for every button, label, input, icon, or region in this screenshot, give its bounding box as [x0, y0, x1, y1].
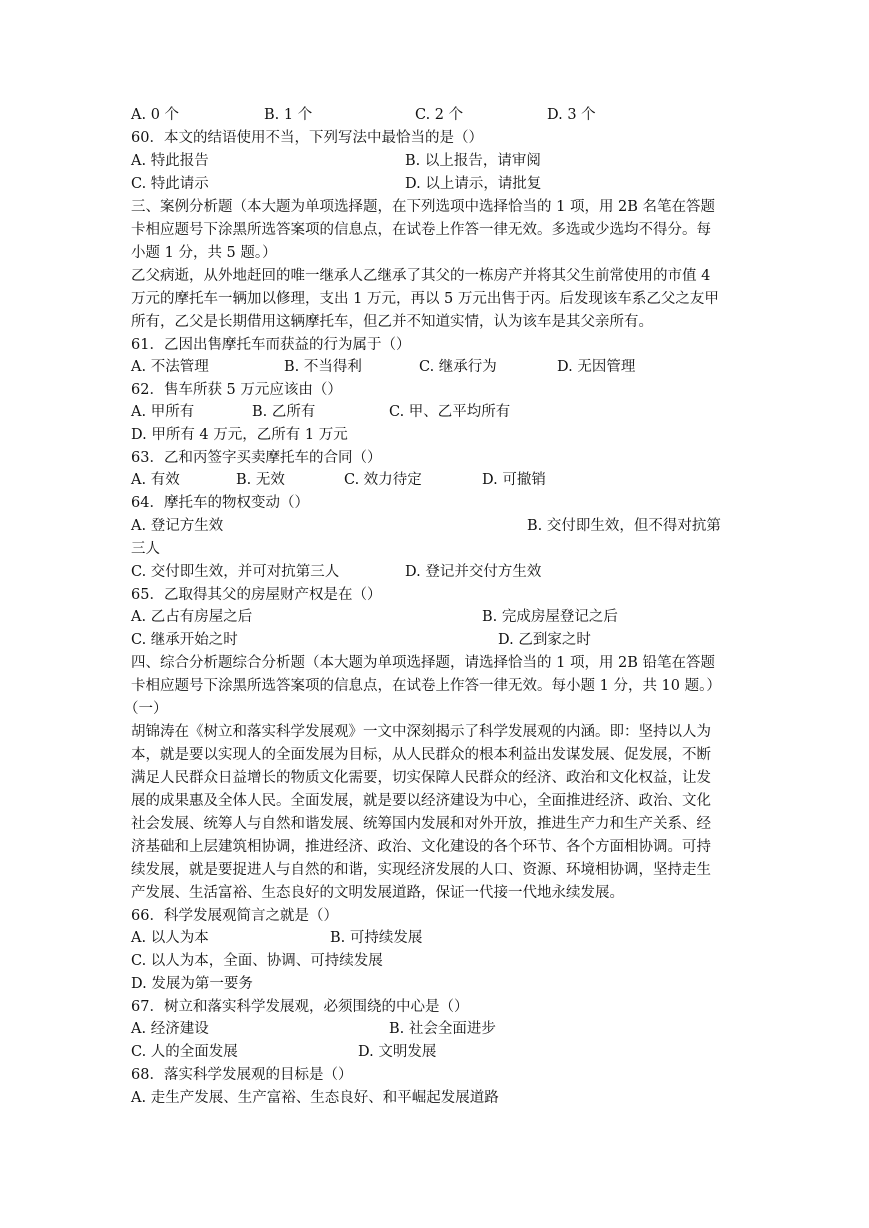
- q64-option-b-continued: 三人: [131, 541, 160, 557]
- passage-line: 本，就是要以实现人的全面发展为目标，从人民群众的根本利益出发谋发展、促发展，不断: [131, 747, 711, 763]
- section4-heading-line: 卡相应题号下涂黑所选答案项的信息点，在试卷上作答一律无效。每小题 1 分，共 10 题。）: [131, 678, 721, 694]
- q65-option-b: B. 完成房屋登记之后: [482, 609, 618, 625]
- q64-option-a: A. 登记方生效: [131, 518, 224, 534]
- section3-heading-line: 卡相应题号下涂黑所选答案项的信息点，在试卷上作答一律无效。多选或少选均不得分。每: [131, 222, 711, 238]
- q67-option-d: D. 文明发展: [358, 1044, 437, 1060]
- q67-option-b: B. 社会全面进步: [389, 1021, 496, 1037]
- q64-option-c: C. 交付即生效，并可对抗第三人: [131, 564, 340, 580]
- q61-stem: 61．乙因出售摩托车而获益的行为属于（）: [131, 337, 411, 353]
- q66-option-a: A. 以人为本: [131, 930, 209, 946]
- q63-option-c: C. 效力待定: [344, 472, 422, 488]
- q62-stem: 62．售车所获 5 万元应该由（）: [131, 382, 342, 398]
- q66-option-b: B. 可持续发展: [330, 930, 423, 946]
- q67-option-c: C. 人的全面发展: [131, 1044, 238, 1060]
- q60-option-b: B. 以上报告，请审阅: [405, 153, 541, 169]
- case-text-line: 万元的摩托车一辆加以修理，支出 1 万元，再以 5 万元出售于丙。后发现该车系乙父之友甲: [131, 291, 719, 307]
- q59-option-a: A. 0 个: [131, 107, 180, 123]
- q63-stem: 63．乙和丙签字买卖摩托车的合同（）: [131, 450, 382, 466]
- passage-line: 社会发展、统筹人与自然和谐发展、统筹国内发展和对外开放，推进生产力和生产关系、经: [131, 816, 711, 832]
- section3-heading-line: 小题 1 分，共 5 题。）: [131, 245, 277, 261]
- q62-option-d: D. 甲所有 4 万元，乙所有 1 万元: [131, 427, 348, 443]
- q66-stem: 66．科学发展观简言之就是（）: [131, 908, 338, 924]
- q61-option-c: C. 继承行为: [419, 359, 497, 375]
- passage-line: 胡锦涛在《树立和落实科学发展观》一文中深刻揭示了科学发展观的内涵。即：坚持以人为: [131, 724, 711, 740]
- q65-option-d: D. 乙到家之时: [498, 632, 591, 648]
- q59-option-d: D. 3 个: [547, 107, 596, 123]
- q60-option-c: C. 特此请示: [131, 176, 209, 192]
- section4-subheading: （一）: [124, 701, 168, 717]
- q59-option-c: C. 2 个: [415, 107, 464, 123]
- passage-line: 展的成果惠及全体人民。全面发展，就是要以经济建设为中心，全面推进经济、政治、文化: [131, 793, 711, 809]
- q62-option-c: C. 甲、乙平均所有: [389, 404, 511, 420]
- q67-stem: 67．树立和落实科学发展观，必须围绕的中心是（）: [131, 999, 469, 1015]
- q63-option-a: A. 有效: [131, 472, 180, 488]
- passage-line: 产发展、生活富裕、生态良好的文明发展道路，保证一代接一代地永续发展。: [131, 885, 624, 901]
- q62-option-b: B. 乙所有: [252, 404, 316, 420]
- q68-stem: 68．落实科学发展观的目标是（）: [131, 1067, 353, 1083]
- case-text-line: 乙父病逝，从外地赶回的唯一继承人乙继承了其父的一栋房产并将其父生前常使用的市值 4: [131, 268, 711, 284]
- q60-option-d: D. 以上请示，请批复: [405, 176, 542, 192]
- q64-option-d: D. 登记并交付方生效: [405, 564, 542, 580]
- q66-option-c: C. 以人为本，全面、协调、可持续发展: [131, 953, 383, 969]
- passage-line: 满足人民群众日益增长的物质文化需要，切实保障人民群众的经济、政治和文化权益，让发: [131, 770, 711, 786]
- q66-option-d: D. 发展为第一要务: [131, 976, 253, 992]
- q64-stem: 64．摩托车的物权变动（）: [131, 495, 309, 511]
- q65-stem: 65．乙取得其父的房屋财产权是在（）: [131, 587, 382, 603]
- q61-option-d: D. 无因管理: [557, 359, 636, 375]
- q63-option-d: D. 可撤销: [482, 472, 546, 488]
- q59-option-b: B. 1 个: [264, 107, 313, 123]
- q65-option-a: A. 乙占有房屋之后: [131, 609, 253, 625]
- q65-option-c: C. 继承开始之时: [131, 632, 238, 648]
- section3-heading-line: 三、案例分析题（本大题为单项选择题，在下列选项中选择恰当的 1 项，用 2B 名笔在答题: [131, 199, 716, 215]
- q61-option-a: A. 不法管理: [131, 359, 209, 375]
- q60-stem: 60．本文的结语使用不当，下列写法中最恰当的是（）: [131, 130, 483, 146]
- q61-option-b: B. 不当得利: [284, 359, 362, 375]
- case-text-line: 所有，乙父是长期借用这辆摩托车，但乙并不知道实情，认为该车是其父亲所有。: [131, 314, 653, 330]
- section4-heading-line: 四、综合分析题综合分析题（本大题为单项选择题，请选择恰当的 1 项，用 2B 铅笔在答题: [131, 655, 716, 671]
- q63-option-b: B. 无效: [236, 472, 285, 488]
- q67-option-a: A. 经济建设: [131, 1021, 209, 1037]
- q60-option-a: A. 特此报告: [131, 153, 209, 169]
- q64-option-b: B. 交付即生效，但不得对抗第: [527, 518, 721, 534]
- passage-line: 续发展，就是要捉进人与自然的和谐，实现经济发展的人口、资源、环境相协调，坚持走生: [131, 862, 711, 878]
- q62-option-a: A. 甲所有: [131, 404, 195, 420]
- q68-option-a: A. 走生产发展、生产富裕、生态良好、和平崛起发展道路: [131, 1090, 499, 1106]
- passage-line: 济基础和上层建筑相协调，推进经济、政治、文化建设的各个环节、各个方面相协调。可持: [131, 839, 711, 855]
